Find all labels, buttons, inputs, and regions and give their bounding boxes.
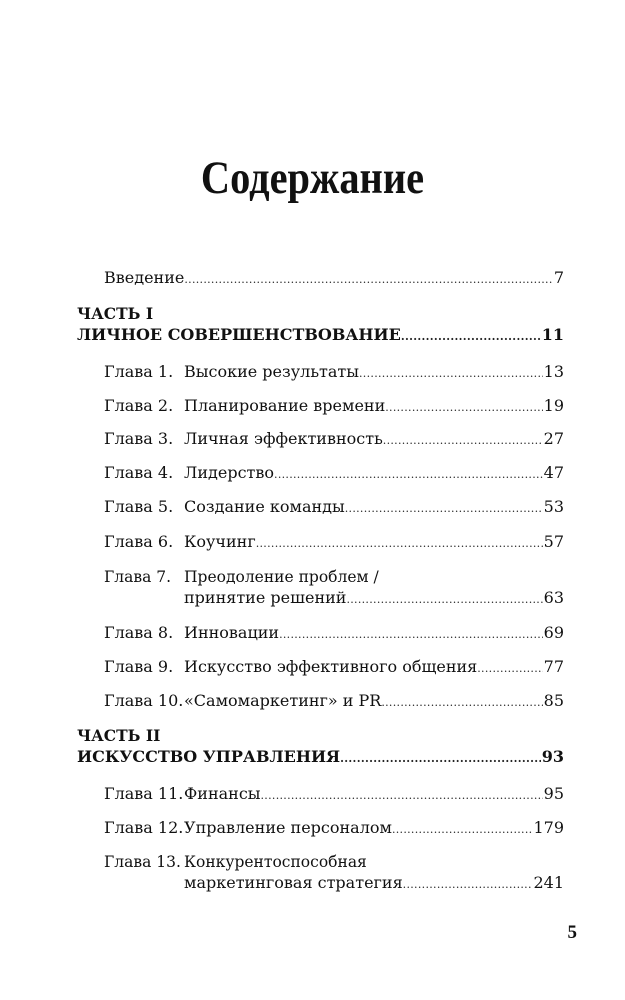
chapter-number: Глава 6. [104, 532, 174, 551]
toc-page-number: 27 [543, 429, 564, 448]
dot-leader [401, 330, 541, 343]
toc-entry-chapter-8[interactable] [104, 623, 564, 642]
toc-page-number: 85 [543, 691, 564, 710]
chapter-number: Глава 3. [104, 429, 174, 448]
chapter-title: Финансы [184, 784, 261, 803]
chapter-title: Личная эффективность [184, 429, 383, 448]
dot-leader [346, 593, 542, 606]
chapter-number: Глава 8. [104, 623, 174, 642]
chapter-number: Глава 10. [104, 691, 184, 710]
chapter-title-line1: Конкурентоспособная [184, 853, 367, 871]
toc-entry-chapter-5[interactable] [104, 497, 564, 516]
dot-leader [392, 823, 533, 836]
dot-leader [274, 468, 543, 481]
toc-page-number: 7 [553, 268, 564, 287]
chapter-title: Планирование времени [184, 396, 386, 415]
chapter-number: Глава 5. [104, 497, 174, 516]
toc-entry-chapter-10[interactable] [104, 691, 564, 710]
dot-leader [383, 434, 543, 447]
chapter-title: Инновации [184, 623, 280, 642]
chapter-number: Глава 4. [104, 463, 174, 482]
dot-leader [403, 878, 533, 891]
toc-entry-chapter-1[interactable] [104, 362, 564, 381]
dot-leader [345, 502, 543, 515]
chapter-number: Глава 7. [104, 568, 172, 586]
toc-page-number: 13 [543, 362, 564, 381]
chapter-title-line2: маркетинговая стратегия [184, 873, 403, 892]
toc-entry-chapter-13[interactable] [184, 873, 564, 892]
toc-entry-chapter-9[interactable] [104, 657, 564, 676]
chapter-title-line1: Преодоление проблем / [184, 568, 379, 586]
chapter-title: Лидерство [184, 463, 275, 482]
toc-page-number: 63 [543, 588, 564, 607]
part-label: ЧАСТЬ I [77, 304, 154, 323]
dot-leader [184, 273, 552, 286]
chapter-number: Глава 2. [104, 396, 174, 415]
toc-page-number: 95 [543, 784, 564, 803]
chapter-number: Глава 13. [104, 853, 181, 871]
dot-leader [477, 662, 542, 675]
chapter-title: Высокие результаты [184, 362, 360, 381]
dot-leader [359, 367, 543, 380]
chapter-number: Глава 11. [104, 784, 184, 803]
toc-entry-chapter-6[interactable] [104, 532, 564, 551]
toc-page-number: 53 [543, 497, 564, 516]
dot-leader [279, 628, 543, 641]
part-title: ИСКУССТВО УПРАВЛЕНИЯ [77, 747, 341, 766]
chapter-title: «Самомаркетинг» и PR [184, 691, 382, 710]
part-label: ЧАСТЬ II [77, 726, 161, 745]
chapter-number: Глава 9. [104, 657, 174, 676]
dot-leader [340, 752, 541, 765]
part-title: ЛИЧНОЕ СОВЕРШЕНСТВОВАНИЕ [77, 325, 401, 344]
dot-leader [381, 696, 542, 709]
dot-leader [256, 537, 543, 550]
toc-page-number: 69 [543, 623, 564, 642]
toc-page-number: 93 [541, 747, 564, 766]
chapter-title: Искусство эффективного общения [184, 657, 478, 676]
toc-page-number: 11 [541, 325, 564, 344]
toc-entry-chapter-12[interactable] [104, 818, 564, 837]
toc-entry-part2[interactable] [77, 747, 564, 766]
toc-entry-chapter-3[interactable] [104, 429, 564, 448]
toc-entry-part1[interactable] [77, 325, 564, 344]
toc-page-number: 47 [543, 463, 564, 482]
toc-entry-intro[interactable] [104, 268, 564, 287]
toc-page-number: 57 [543, 532, 564, 551]
chapter-title-line2: принятие решений [184, 588, 347, 607]
toc-entry-chapter-4[interactable] [104, 463, 564, 482]
chapter-number: Глава 1. [104, 362, 174, 381]
chapter-title: Создание команды [184, 497, 345, 516]
toc-page-number: 19 [543, 396, 564, 415]
dot-leader [261, 789, 543, 802]
page-number: 5 [567, 922, 577, 943]
toc-page-number: 77 [543, 657, 564, 676]
chapter-number: Глава 12. [104, 818, 184, 837]
chapter-title: Управление персоналом [184, 818, 392, 837]
chapter-title: Коучинг [184, 532, 256, 551]
toc-page-number: 179 [533, 818, 564, 837]
toc-entry-chapter-2[interactable] [104, 396, 564, 415]
toc-entry-title: Введение [104, 268, 185, 287]
page-title: Содержание [200, 152, 425, 204]
dot-leader [385, 401, 542, 414]
toc-page-number: 241 [533, 873, 564, 892]
toc-entry-chapter-7[interactable] [184, 588, 564, 607]
toc-entry-chapter-11[interactable] [104, 784, 564, 803]
